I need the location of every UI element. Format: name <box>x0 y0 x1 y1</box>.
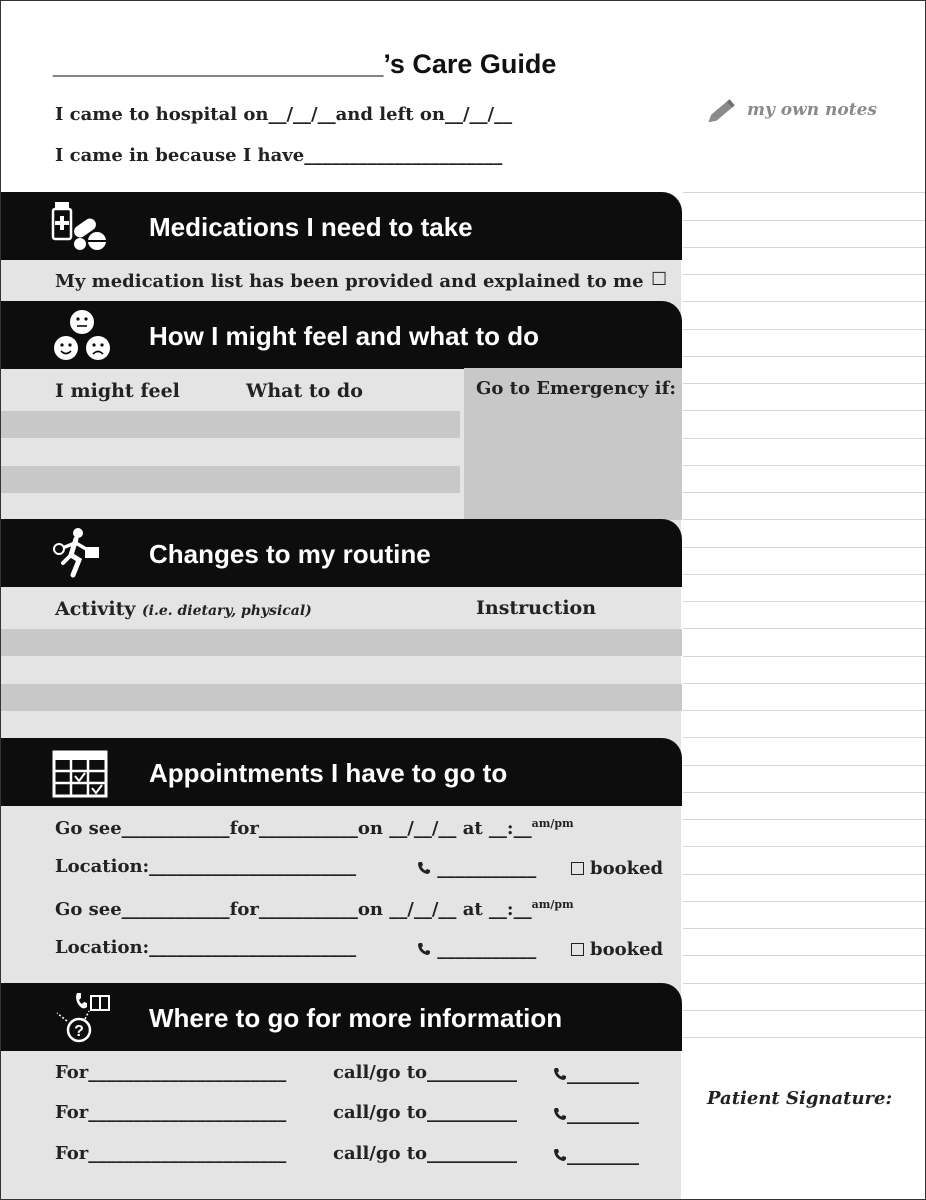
col-i-might-feel: I might feel <box>55 380 180 402</box>
info-3-callgo[interactable]: call/go to__________ <box>333 1143 518 1164</box>
routine-row-1[interactable] <box>1 629 682 656</box>
info-heading: Where to go for more information <box>149 1003 563 1033</box>
page-title[interactable]: ______________________’s Care Guide <box>53 49 557 79</box>
booked-checkbox[interactable] <box>571 862 584 875</box>
info-1-phone[interactable] <box>553 1064 639 1085</box>
medication-bottle-icon <box>51 200 111 252</box>
info-1-phone-blank[interactable]: ________ <box>567 1064 639 1085</box>
appointment-2-details[interactable] <box>55 898 574 920</box>
svg-text:?: ? <box>74 1023 84 1040</box>
info-3-phone[interactable] <box>553 1145 639 1166</box>
patient-signature-label: Patient Signature: <box>707 1088 893 1109</box>
running-person-icon <box>51 527 111 579</box>
phone-icon <box>417 861 431 875</box>
notes-label-text: my own notes <box>747 100 877 120</box>
feelings-section-header <box>1 301 682 369</box>
emergency-box[interactable] <box>464 368 682 520</box>
feelings-heading: How I might feel and what to do <box>149 321 539 351</box>
info-3-for[interactable]: For______________________ <box>55 1143 287 1164</box>
info-2-callgo[interactable]: call/go to__________ <box>333 1102 518 1123</box>
appointment-2-phone-blank[interactable]: ___________ <box>437 939 537 960</box>
feelings-row-1[interactable] <box>1 411 460 438</box>
phone-icon <box>417 942 431 956</box>
routine-row-2[interactable] <box>1 684 682 711</box>
info-section-header <box>1 983 682 1051</box>
info-phone-book-icon <box>51 991 111 1043</box>
medications-heading: Medications I need to take <box>149 212 473 242</box>
info-1-callgo[interactable]: call/go to__________ <box>333 1062 518 1083</box>
pencil-icon <box>707 95 739 125</box>
appointments-heading: Appointments I have to go to <box>149 758 508 788</box>
appointment-2-booked[interactable] <box>571 939 663 960</box>
feelings-row-2[interactable] <box>1 466 460 493</box>
info-2-phone-blank[interactable]: ________ <box>567 1104 639 1125</box>
col-activity-note: (i.e. dietary, physical) <box>142 603 312 619</box>
calendar-icon <box>51 746 111 798</box>
appointment-1-booked-label: booked <box>590 858 664 879</box>
col-activity-label: Activity <box>55 598 136 620</box>
appointments-section-header <box>1 738 682 806</box>
appointment-1-booked[interactable] <box>571 858 663 879</box>
info-1-for[interactable]: For______________________ <box>55 1062 287 1083</box>
medication-list-statement: My medication list has been provided and explained to me <box>55 271 644 292</box>
hospital-dates-line[interactable]: I came to hospital on__/__/__and left on__/__/__ <box>55 104 513 125</box>
phone-icon <box>553 1107 567 1121</box>
booked-checkbox[interactable] <box>571 943 584 956</box>
appointment-1-phone-blank[interactable]: ___________ <box>437 858 537 879</box>
appointment-2-go-see[interactable]: Go see____________for___________on __/__/__ at __:__ <box>55 899 532 920</box>
appointment-2-booked-label: booked <box>590 939 664 960</box>
phone-icon <box>553 1148 567 1162</box>
appointment-2-ampm: am/pm <box>531 898 574 911</box>
appointment-1-phone[interactable] <box>417 858 536 879</box>
appointment-2-location[interactable]: Location:_______________________ <box>55 937 357 958</box>
appointment-2-phone[interactable] <box>417 939 536 960</box>
appointment-1-go-see[interactable]: Go see____________for___________on __/__/__ at __:__ <box>55 818 532 839</box>
col-go-to-emergency: Go to Emergency if: <box>476 378 676 399</box>
col-activity <box>55 598 312 620</box>
phone-icon <box>553 1067 567 1081</box>
faces-icon <box>51 309 111 361</box>
info-2-phone[interactable] <box>553 1104 639 1125</box>
routine-heading: Changes to my routine <box>149 539 431 569</box>
col-what-to-do: What to do <box>246 380 363 402</box>
routine-section-header <box>1 519 682 587</box>
appointment-1-location[interactable]: Location:_______________________ <box>55 856 357 877</box>
info-2-for[interactable]: For______________________ <box>55 1102 287 1123</box>
appointment-1-ampm: am/pm <box>531 817 574 830</box>
info-3-phone-blank[interactable]: ________ <box>567 1145 639 1166</box>
col-instruction: Instruction <box>476 597 597 619</box>
appointment-1-details[interactable] <box>55 817 574 839</box>
reason-line[interactable]: I came in because I have______________________ <box>55 145 503 166</box>
my-own-notes-label <box>707 95 877 125</box>
medications-section-header <box>1 192 682 260</box>
medication-list-checkbox[interactable]: ☐ <box>651 269 668 290</box>
